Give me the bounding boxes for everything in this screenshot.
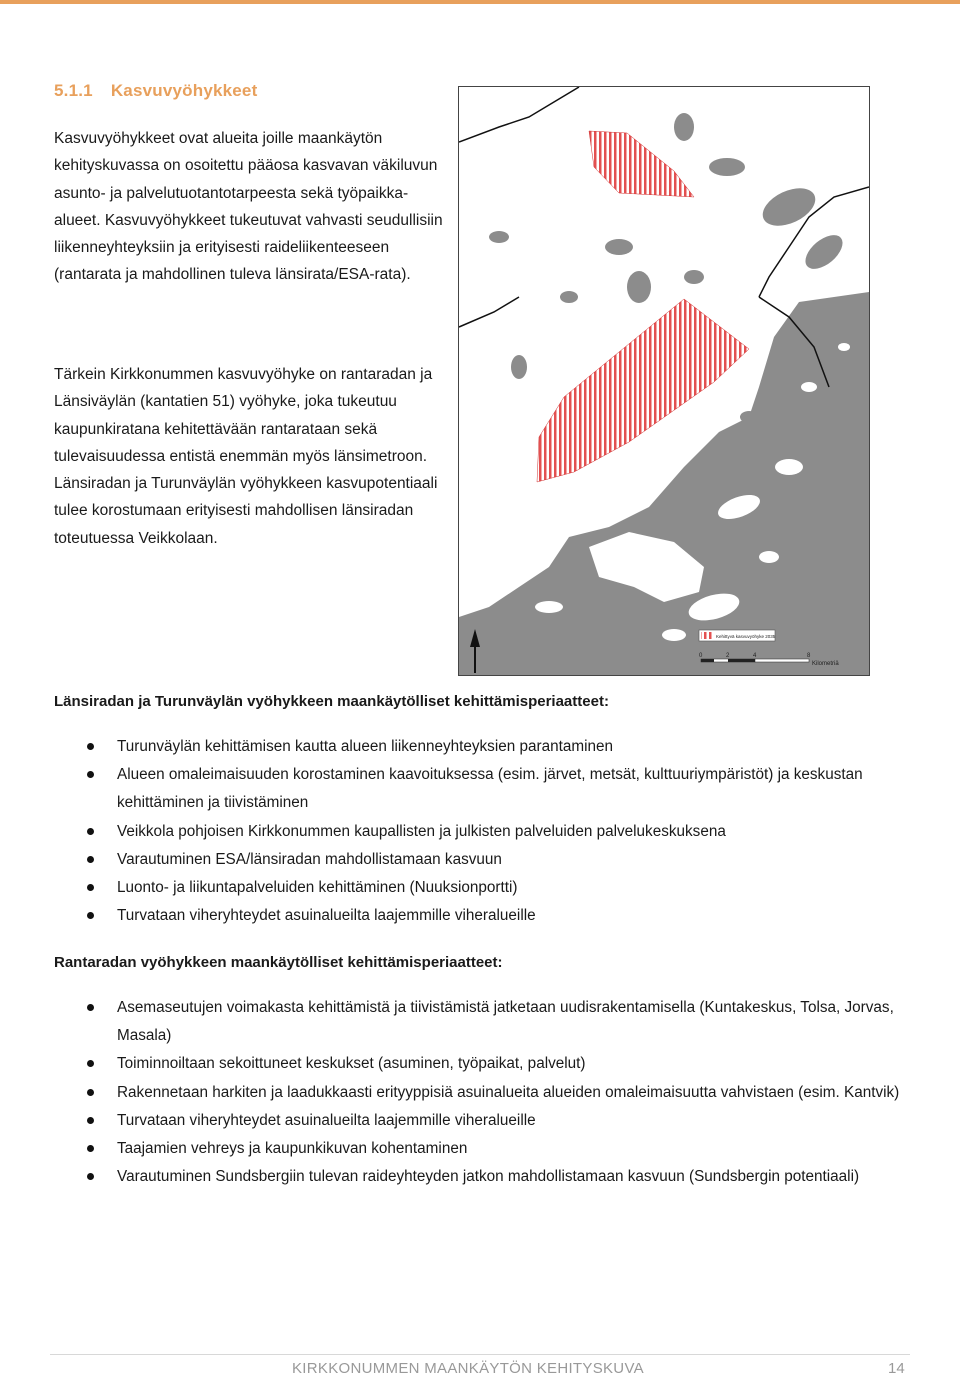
legend-box: [699, 630, 776, 641]
legend-label: Kehittyvä kasvuvyöhyke 2035: [716, 634, 776, 639]
section-heading: [54, 81, 257, 101]
footer-rule: [50, 1354, 910, 1355]
growth-zone-map: [458, 86, 870, 676]
list-item: Alueen omaleimaisuuden korostaminen kaavoituksessa (esim. järvet, metsät, kulttuuriympäristöt) ja keskustan kehittäminen ja tiivistäminen: [54, 761, 914, 817]
list-item: Varautuminen Sundsbergiin tulevan raideyhteyden jatkon mahdollistamaan kasvuun (Sundsbergin potentiaali): [54, 1163, 914, 1191]
map-graphic: [459, 87, 869, 675]
section-number: 5.1.1: [54, 81, 93, 100]
intro-paragraph-2: Tärkein Kirkkonummen kasvuvyöhyke on rantaradan ja Länsiväylän (kantatien 51) vyöhyke, joka tukeutuu kaupunkiratana kehitettävään rantarataan sekä tulevaisuudessa entistä enemmän myös länsimetroon. Länsiradan ja Turunväylän vyöhykkeen kasvupotentiaali tulee korostumaan erityisesti mahdollisen länsiradan toteutuessa Veikkolaan.: [54, 366, 438, 547]
list-rantarata: [54, 994, 914, 1191]
page-number: 14: [888, 1360, 905, 1377]
list-item: Varautuminen ESA/länsiradan mahdollistamaan kasvuun: [54, 846, 914, 874]
section-title: Kasvuvyöhykkeet: [110, 81, 258, 100]
list-item: Toiminnoiltaan sekoittuneet keskukset (asuminen, työpaikat, palvelut): [54, 1050, 914, 1078]
list-item: Turvataan viheryhteydet asuinalueilta laajemmille viheralueille: [54, 1107, 914, 1135]
top-rule: [0, 0, 960, 4]
list-lansirata: [54, 733, 914, 930]
scale-unit: Kilometriä: [812, 661, 839, 667]
list-item: Rakennetaan harkiten ja laadukkaasti erityyppisiä asuinalueita alueiden omaleimaisuutta vahvistaen (esim. Kantvik): [54, 1079, 914, 1107]
footer-title: KIRKKONUMMEN MAANKÄYTÖN KEHITYSKUVA: [292, 1360, 644, 1377]
scale-tick-8: 8: [807, 653, 811, 659]
list-item: Asemaseutujen voimakasta kehittämistä ja tiivistämistä jatketaan uudisrakentamisella (Kuntakeskus, Tolsa, Jorvas, Masala): [54, 994, 914, 1050]
list-item: Veikkola pohjoisen Kirkkonummen kaupallisten ja julkisten palveluiden palvelukeskuksena: [54, 818, 914, 846]
list-item: Luonto- ja liikuntapalveluiden kehittäminen (Nuuksionportti): [54, 874, 914, 902]
scale-tick-0: 0: [699, 653, 703, 659]
scale-tick-4: 4: [753, 653, 757, 659]
list-heading-lansirata: Länsiradan ja Turunväylän vyöhykkeen maankäytölliset kehittämisperiaatteet:: [54, 693, 609, 710]
list-item: Taajamien vehreys ja kaupunkikuvan kohentaminen: [54, 1135, 914, 1163]
intro-paragraph-1: Kasvuvyöhykkeet ovat alueita joille maankäytön kehityskuvassa on osoitettu pääosa kasvavan väkiluvun asunto- ja palvelutuotantotarpeesta sekä työpaikka-alueet. Kasvuvyöhykkeet tukeutuvat vahvasti seudullisiin liikenneyhteyksiin ja erityisesti raideliikenteeseen (rantarata ja mahdollinen tuleva länsirata/ESA-rata).: [54, 130, 443, 284]
list-item: Turunväylän kehittämisen kautta alueen liikenneyhteyksien parantaminen: [54, 733, 914, 761]
list-item: Turvataan viheryhteydet asuinalueilta laajemmille viheralueille: [54, 902, 914, 930]
scale-tick-2: 2: [726, 653, 730, 659]
list-heading-rantarata: Rantaradan vyöhykkeen maankäytölliset kehittämisperiaatteet:: [54, 954, 503, 971]
